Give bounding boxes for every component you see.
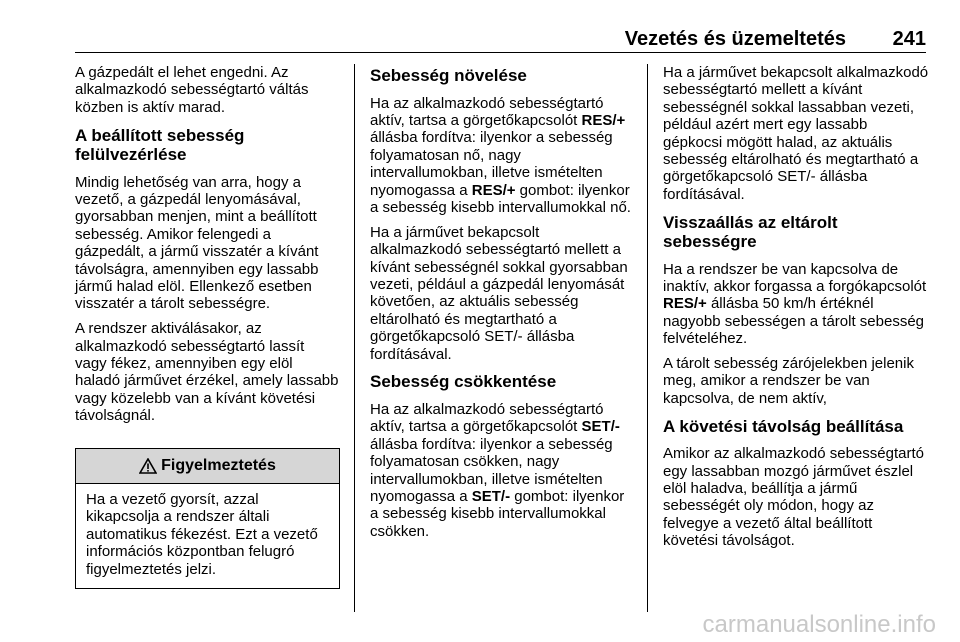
section-title: Vezetés és üzemeltetés <box>624 28 846 50</box>
paragraph: A rendszer aktiválásakor, az alkalmazkodó sebességtartó lassít vagy fékez, amennyiben egy elöl haladó járművet érzékel, amely lassabb vagy közelebb van a kívánt követési távolságnál. <box>75 320 339 425</box>
column-1 <box>75 64 340 432</box>
watermark: carmanualsonline.info <box>702 611 936 638</box>
section-heading: Sebesség csökkentése <box>370 372 557 392</box>
header-divider <box>75 52 926 53</box>
column-2 <box>370 64 634 548</box>
control-label: RES/+ <box>471 181 516 199</box>
control-label: RES/+ <box>581 111 626 129</box>
paragraph: Ha az alkalmazkodó sebességtartó aktív, tartsa a görgetőkapcsolót RES/+ állásba fordítva: ilyenkor a sebesség folyamatosan nő, nagy intervallumokban, illetve ismételten nyomogassa a RES/+ gombot: ilyenkor a sebesség kisebb intervallumokkal nő. <box>370 94 631 216</box>
control-label: SET/- <box>471 487 511 505</box>
control-label: SET/- <box>581 418 620 436</box>
section-heading: Sebesség növelése <box>370 66 527 85</box>
column-divider-1 <box>354 64 355 612</box>
section-heading: A beállított sebesség felülvezérlése <box>75 125 245 165</box>
paragraph: Ha a járművet bekapcsolt alkalmazkodó sebességtartó mellett a kívánt sebességnél sokkal lassabban vezeti, például azért mert egy lassabb gépkocsi mögött halad, az aktuális sebesség eltárolható és megtartható a görgetőkapcsoló SET/- állásba fordításával. <box>663 64 929 203</box>
paragraph: Amikor az alkalmazkodó sebességtartó egy lassabban mozgó járművet észlel elöl haladva, beállítja a jármű sebességét oly módon, hogy az felvegye a vezető által beállított követési távolságot. <box>663 445 924 550</box>
section-heading: A követési távolság beállítása <box>663 416 904 436</box>
column-divider-2 <box>647 64 648 612</box>
column-3 <box>663 64 929 557</box>
paragraph: Mindig lehetőség van arra, hogy a vezető, a gázpedál lenyomásával, gyorsabban menjen, mint a beállított sebesség. Amikor felengedi a gázpedált, a jármű visszatér a kívánt távolságra, amennyiben egy lassabb jármű halad elöl. Ellenkező esetben visszatér a tárolt sebességre. <box>75 173 319 313</box>
warning-title: Figyelmeztetés <box>161 457 276 474</box>
page-header <box>75 28 926 50</box>
paragraph: A gázpedált el lehet engedni. Az alkalmazkodó sebességtartó váltás közben is aktív marad. <box>75 64 309 116</box>
warning-header <box>76 449 339 484</box>
page-number: 241 <box>892 28 926 50</box>
paragraph: Ha a járművet bekapcsolt alkalmazkodó sebességtartó mellett a kívánt sebességnél sokkal gyorsabban vezeti, például a gázpedál lenyomását követően, az aktuális sebesség eltárolható és megtartható a görgetőkapcsoló SET/- állásba fordításával. <box>370 223 628 363</box>
section-heading: Visszaállás az eltárolt sebességre <box>663 212 838 252</box>
warning-triangle-icon <box>139 458 157 474</box>
warning-text: Ha a vezető gyorsít, azzal kikapcsolja a rendszer általi automatikus fékezést. Ezt a vezető információs központban felugró figyelmeztetés jelzi. <box>86 491 318 578</box>
paragraph: Ha a rendszer be van kapcsolva de inaktív, akkor forgassa a forgókapcsolót RES/+ állásba 50 km/h értéknél nagyobb sebességen a tárolt sebesség felvételéhez. <box>663 260 927 348</box>
control-label: RES/+ <box>663 295 707 313</box>
paragraph: A tárolt sebesség zárójelekben jelenik meg, amikor a rendszer be van kapcsolva, de nem aktív, <box>663 355 914 407</box>
paragraph: Ha az alkalmazkodó sebességtartó aktív, tartsa a görgetőkapcsolót SET/- állásba fordítva: ilyenkor a sebesség folyamatosan csökken, nagy intervallumokban, illetve ismételten nyomogassa a SET/- gombot: ilyenkor a sebesség kisebb intervallumokkal csökken. <box>370 400 625 540</box>
warning-box <box>75 448 340 589</box>
